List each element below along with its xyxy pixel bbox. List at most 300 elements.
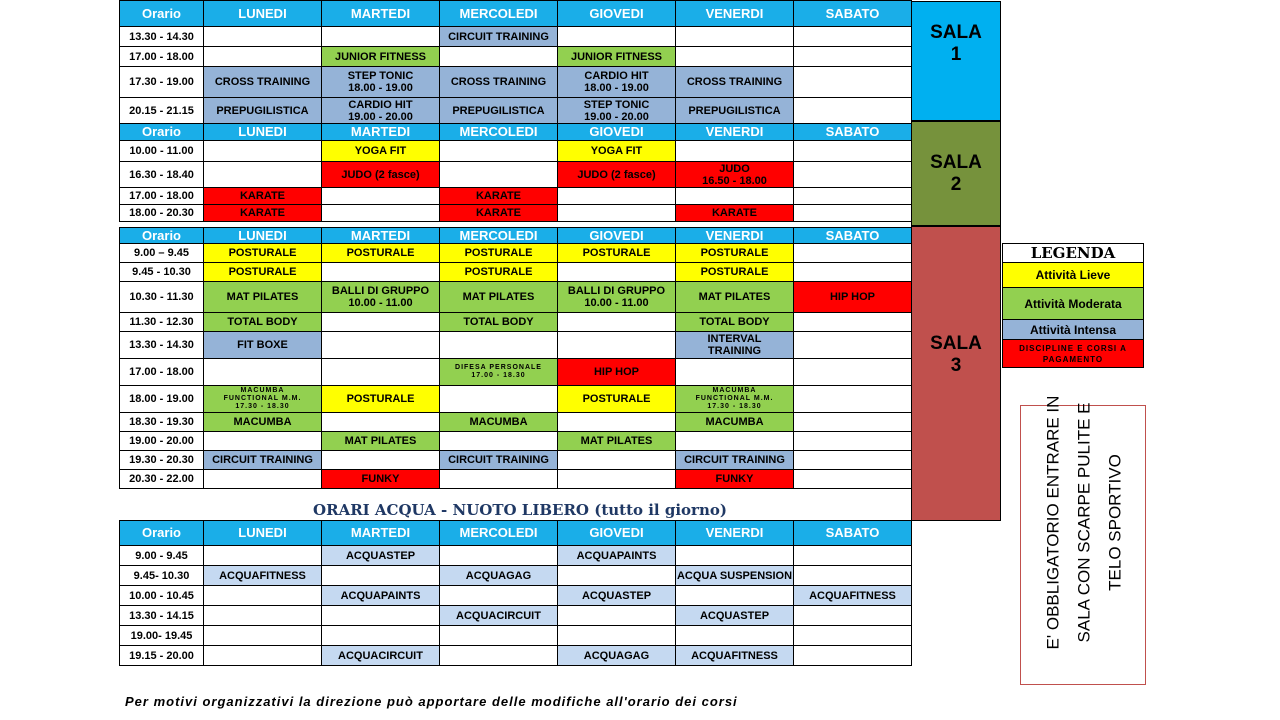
- schedule-row: [120, 566, 912, 586]
- sala3-header-row: [120, 228, 912, 244]
- sala2-header-row: [120, 124, 912, 141]
- schedule-row: [120, 162, 912, 188]
- schedule-row: [120, 67, 912, 98]
- activity-cell: [676, 244, 794, 263]
- header-day: MERCOLEDI: [440, 1, 558, 27]
- header-day: MARTEDI: [322, 228, 440, 244]
- activity-cell: [558, 646, 676, 666]
- header-day: MARTEDI: [322, 1, 440, 27]
- activity-cell: [558, 282, 676, 313]
- activity-cell: [440, 546, 558, 566]
- activity-text: ACQUAPAINTS: [576, 549, 657, 562]
- header-day: GIOVEDI: [558, 124, 676, 141]
- activity-text: 19.00 - 20.00: [584, 110, 649, 123]
- time-slot: 17.30 - 19.00: [120, 67, 204, 98]
- activity-text: BALLI DI GRUPPO: [331, 285, 430, 297]
- activity-cell: [440, 141, 558, 162]
- activity-cell: [322, 188, 440, 205]
- activity-cell: [676, 282, 794, 313]
- activity-cell: [322, 359, 440, 386]
- activity-cell: [794, 244, 912, 263]
- time-slot: 19.15 - 20.00: [120, 646, 204, 666]
- activity-cell: [204, 98, 322, 124]
- activity-text: POSTURALE: [464, 266, 533, 278]
- activity-text: ACQUACIRCUIT: [456, 609, 541, 622]
- activity-text: TOTAL BODY: [227, 316, 298, 328]
- activity-cell: [676, 413, 794, 432]
- schedule-row: [120, 470, 912, 489]
- activity-text: JUDO (2 fasce): [577, 168, 656, 181]
- activity-text: 10.00 - 11.00: [584, 297, 649, 309]
- sala2-label-block: [911, 121, 1001, 226]
- activity-cell: [204, 606, 322, 626]
- sala3-label-block: [911, 226, 1001, 521]
- activity-cell: [794, 626, 912, 646]
- sala1-label-block: [911, 1, 1001, 121]
- activity-cell: [558, 386, 676, 413]
- activity-text: POSTURALE: [700, 247, 769, 259]
- activity-text: 18.00 - 19.00: [584, 82, 649, 94]
- legend-item-paid: DISCIPLINE E CORSI A PAGAMENTO: [1003, 340, 1144, 368]
- activity-cell: [676, 546, 794, 566]
- time-slot: 20.15 - 21.15: [120, 98, 204, 124]
- activity-cell: [440, 98, 558, 124]
- activity-text: FIT BOXE: [237, 339, 288, 351]
- activity-cell: [558, 470, 676, 489]
- activity-text: MACUMBA: [240, 387, 285, 394]
- schedule-row: [120, 47, 912, 67]
- schedule-row: [120, 432, 912, 451]
- notice-box: [1020, 395, 1146, 685]
- header-time: Orario: [120, 124, 204, 141]
- legend-item-light: Attività Lieve: [1003, 263, 1144, 288]
- activity-text: CIRCUIT TRAINING: [448, 454, 549, 466]
- activity-text: ACQUASTEP: [699, 609, 770, 622]
- header-day: GIOVEDI: [558, 521, 676, 546]
- activity-cell: [794, 162, 912, 188]
- schedule-row: [120, 188, 912, 205]
- time-slot: 10.00 - 11.00: [120, 141, 204, 162]
- legend-title: LEGENDA: [1003, 244, 1144, 263]
- activity-cell: [676, 386, 794, 413]
- header-day: MARTEDI: [322, 521, 440, 546]
- sala1-header-row: [120, 1, 912, 27]
- activity-text: FUNCTIONAL M.M.: [695, 395, 774, 402]
- activity-cell: [440, 162, 558, 188]
- activity-text: ACQUASTEP: [581, 589, 652, 602]
- activity-text: STEP TONIC: [347, 70, 414, 82]
- footer-disclaimer: Per motivi organizzativi la direzione può apportare delle modifiche all'orario dei corsi: [125, 694, 738, 709]
- activity-cell: [204, 413, 322, 432]
- activity-cell: [676, 646, 794, 666]
- legend-item-moderate: Attività Moderata: [1003, 288, 1144, 320]
- activity-text: FUNCTIONAL M.M.: [223, 395, 302, 402]
- schedule-row: [120, 244, 912, 263]
- activity-cell: [322, 67, 440, 98]
- activity-text: MAT PILATES: [344, 435, 417, 447]
- header-day: MERCOLEDI: [440, 124, 558, 141]
- schedule-row: [120, 451, 912, 470]
- activity-cell: [440, 626, 558, 646]
- activity-text: 17.30 - 18.30: [235, 403, 290, 410]
- header-day: LUNEDI: [204, 521, 322, 546]
- time-slot: 9.45 - 10.30: [120, 263, 204, 282]
- activity-cell: [440, 282, 558, 313]
- activity-cell: [676, 332, 794, 359]
- activity-text: MAT PILATES: [698, 291, 771, 303]
- activity-text: POSTURALE: [700, 266, 769, 278]
- activity-cell: [440, 451, 558, 470]
- activity-text: HIP HOP: [829, 291, 876, 303]
- sala1-number: 1: [950, 44, 962, 65]
- schedule-row: [120, 98, 912, 124]
- activity-cell: [204, 359, 322, 386]
- time-slot: 17.00 - 18.00: [120, 188, 204, 205]
- activity-cell: [676, 47, 794, 67]
- activity-text: PREPUGILISTICA: [452, 104, 545, 117]
- activity-cell: [204, 451, 322, 470]
- activity-cell: [558, 626, 676, 646]
- activity-cell: [322, 626, 440, 646]
- activity-text: HIP HOP: [593, 366, 640, 378]
- activity-text: ACQUAFITNESS: [691, 649, 778, 662]
- sala3-label: SALA: [930, 333, 982, 354]
- activity-cell: [558, 141, 676, 162]
- activity-cell: [204, 27, 322, 47]
- activity-text: DIFESA PERSONALE: [455, 364, 542, 371]
- activity-cell: [322, 606, 440, 626]
- activity-cell: [322, 98, 440, 124]
- activity-cell: [558, 359, 676, 386]
- activity-text: FUNKY: [361, 473, 400, 485]
- activity-text: POSTURALE: [346, 393, 415, 405]
- activity-cell: [440, 313, 558, 332]
- time-slot: 18.00 - 19.00: [120, 386, 204, 413]
- activity-cell: [440, 263, 558, 282]
- activity-cell: [322, 546, 440, 566]
- activity-text: MAT PILATES: [226, 291, 299, 303]
- activity-cell: [322, 27, 440, 47]
- time-slot: 19.30 - 20.30: [120, 451, 204, 470]
- activity-cell: [558, 451, 676, 470]
- sala3-number: 3: [950, 355, 962, 376]
- activity-cell: [204, 566, 322, 586]
- activity-cell: [794, 98, 912, 124]
- activity-cell: [558, 566, 676, 586]
- activity-text: 17.30 - 18.30: [707, 403, 762, 410]
- aqua-schedule-table: [119, 520, 912, 666]
- time-slot: 20.30 - 22.00: [120, 470, 204, 489]
- activity-text: KARATE: [239, 190, 285, 202]
- activity-cell: [204, 205, 322, 222]
- activity-cell: [204, 244, 322, 263]
- activity-text: 19.00 - 20.00: [348, 110, 413, 123]
- activity-cell: [558, 47, 676, 67]
- sala2-number: 2: [950, 174, 962, 195]
- activity-cell: [794, 282, 912, 313]
- activity-cell: [322, 451, 440, 470]
- activity-cell: [558, 586, 676, 606]
- activity-cell: [676, 67, 794, 98]
- time-slot: 10.30 - 11.30: [120, 282, 204, 313]
- activity-cell: [794, 470, 912, 489]
- activity-text: ACQUA SUSPENSION: [676, 569, 793, 582]
- activity-cell: [794, 263, 912, 282]
- activity-cell: [204, 626, 322, 646]
- activity-cell: [440, 646, 558, 666]
- activity-cell: [676, 470, 794, 489]
- activity-text: ACQUAFITNESS: [219, 569, 306, 582]
- activity-text: MAT PILATES: [580, 435, 653, 447]
- activity-cell: [676, 188, 794, 205]
- activity-cell: [558, 432, 676, 451]
- activity-text: JUNIOR FITNESS: [570, 50, 663, 63]
- activity-text: ACQUAGAG: [465, 569, 532, 582]
- activity-text: PREPUGILISTICA: [688, 104, 781, 117]
- activity-cell: [794, 27, 912, 47]
- activity-text: BALLI DI GRUPPO: [567, 285, 666, 297]
- activity-cell: [676, 586, 794, 606]
- activity-text: KARATE: [475, 207, 521, 219]
- activity-text: TOTAL BODY: [699, 316, 770, 328]
- time-slot: 13.30 - 14.30: [120, 27, 204, 47]
- header-day: MERCOLEDI: [440, 521, 558, 546]
- activity-cell: [322, 244, 440, 263]
- activity-cell: [440, 332, 558, 359]
- time-slot: 10.00 - 10.45: [120, 586, 204, 606]
- activity-cell: [440, 27, 558, 47]
- activity-text: TOTAL BODY: [463, 316, 534, 328]
- activity-cell: [794, 451, 912, 470]
- activity-cell: [676, 27, 794, 47]
- time-slot: 13.30 - 14.30: [120, 332, 204, 359]
- header-day: MARTEDI: [322, 124, 440, 141]
- activity-cell: [204, 332, 322, 359]
- activity-cell: [794, 313, 912, 332]
- activity-cell: [322, 141, 440, 162]
- activity-cell: [322, 432, 440, 451]
- activity-cell: [322, 566, 440, 586]
- activity-cell: [440, 566, 558, 586]
- activity-text: ACQUAGAG: [583, 649, 650, 662]
- activity-cell: [794, 332, 912, 359]
- activity-cell: [558, 244, 676, 263]
- header-day: VENERDI: [676, 1, 794, 27]
- aqua-header-row: [120, 521, 912, 546]
- activity-cell: [558, 263, 676, 282]
- header-time: Orario: [120, 521, 204, 546]
- activity-text: CROSS TRAINING: [450, 76, 547, 88]
- activity-cell: [558, 332, 676, 359]
- activity-text: 17.00 - 18.30: [471, 372, 526, 379]
- activity-text: ACQUAFITNESS: [809, 589, 896, 602]
- activity-text: CARDIO HIT: [348, 98, 413, 111]
- activity-text: MACUMBA: [233, 416, 292, 428]
- activity-text: MACUMBA: [469, 416, 528, 428]
- activity-cell: [676, 432, 794, 451]
- activity-text: KARATE: [475, 190, 521, 202]
- activity-text: JUDO (2 fasce): [341, 168, 420, 181]
- schedule-row: [120, 205, 912, 222]
- activity-text: CROSS TRAINING: [686, 76, 783, 88]
- activity-cell: [204, 282, 322, 313]
- activity-cell: [676, 205, 794, 222]
- sala1-label: SALA: [930, 22, 982, 43]
- activity-cell: [558, 546, 676, 566]
- sala1-schedule-table: [119, 0, 912, 124]
- activity-cell: [322, 205, 440, 222]
- activity-cell: [204, 313, 322, 332]
- activity-text: POSTURALE: [228, 247, 297, 259]
- schedule-row: [120, 626, 912, 646]
- activity-cell: [794, 359, 912, 386]
- activity-cell: [440, 586, 558, 606]
- activity-cell: [204, 162, 322, 188]
- schedule-row: [120, 332, 912, 359]
- activity-cell: [440, 606, 558, 626]
- activity-cell: [322, 646, 440, 666]
- activity-text: JUDO: [719, 162, 750, 175]
- activity-text: POSTURALE: [582, 247, 651, 259]
- schedule-row: [120, 586, 912, 606]
- sala2-label: SALA: [930, 152, 982, 173]
- header-time: Orario: [120, 228, 204, 244]
- aqua-section-title: ORARI ACQUA - NUOTO LIBERO (tutto il giorno): [313, 501, 727, 519]
- time-slot: 13.30 - 14.15: [120, 606, 204, 626]
- activity-cell: [676, 626, 794, 646]
- activity-cell: [204, 263, 322, 282]
- time-slot: 19.00 - 20.00: [120, 432, 204, 451]
- time-slot: 19.00- 19.45: [120, 626, 204, 646]
- activity-text: MACUMBA: [705, 416, 764, 428]
- activity-cell: [794, 432, 912, 451]
- sala3-schedule-table: [119, 227, 912, 489]
- activity-cell: [204, 432, 322, 451]
- activity-cell: [794, 566, 912, 586]
- schedule-row: [120, 359, 912, 386]
- schedule-row: [120, 546, 912, 566]
- schedule-row: [120, 313, 912, 332]
- schedule-row: [120, 27, 912, 47]
- schedule-row: [120, 263, 912, 282]
- activity-cell: [322, 282, 440, 313]
- activity-cell: [204, 646, 322, 666]
- activity-text: ACQUACIRCUIT: [338, 649, 423, 662]
- activity-cell: [322, 332, 440, 359]
- activity-cell: [676, 451, 794, 470]
- activity-text: JUNIOR FITNESS: [334, 50, 427, 63]
- activity-cell: [558, 98, 676, 124]
- activity-cell: [676, 141, 794, 162]
- legend-item-intense: Attività Intensa: [1003, 320, 1144, 340]
- time-slot: 17.00 - 18.00: [120, 47, 204, 67]
- time-slot: 18.30 - 19.30: [120, 413, 204, 432]
- activity-cell: [204, 546, 322, 566]
- activity-cell: [204, 47, 322, 67]
- activity-text: TRAINING: [707, 345, 762, 357]
- activity-cell: [676, 566, 794, 586]
- activity-text: 16.50 - 18.00: [702, 174, 767, 187]
- activity-cell: [794, 141, 912, 162]
- activity-cell: [440, 205, 558, 222]
- activity-cell: [322, 162, 440, 188]
- activity-cell: [440, 386, 558, 413]
- activity-cell: [558, 313, 676, 332]
- activity-text: PREPUGILISTICA: [216, 104, 309, 117]
- activity-cell: [440, 47, 558, 67]
- activity-cell: [794, 47, 912, 67]
- activity-cell: [322, 47, 440, 67]
- activity-text: CARDIO HIT: [584, 70, 649, 82]
- activity-cell: [440, 359, 558, 386]
- activity-cell: [204, 386, 322, 413]
- activity-cell: [322, 263, 440, 282]
- activity-cell: [794, 586, 912, 606]
- activity-text: POSTURALE: [464, 247, 533, 259]
- activity-cell: [558, 606, 676, 626]
- activity-cell: [322, 470, 440, 489]
- activity-cell: [558, 413, 676, 432]
- header-day: GIOVEDI: [558, 1, 676, 27]
- activity-cell: [794, 205, 912, 222]
- activity-cell: [204, 470, 322, 489]
- header-day: LUNEDI: [204, 1, 322, 27]
- activity-text: 18.00 - 19.00: [348, 82, 413, 94]
- activity-cell: [676, 606, 794, 626]
- activity-cell: [558, 205, 676, 222]
- activity-cell: [794, 606, 912, 626]
- time-slot: 11.30 - 12.30: [120, 313, 204, 332]
- header-day: SABATO: [794, 521, 912, 546]
- activity-text: YOGA FIT: [354, 145, 407, 157]
- activity-text: INTERVAL: [707, 333, 762, 345]
- activity-cell: [322, 386, 440, 413]
- activity-cell: [794, 386, 912, 413]
- activity-cell: [440, 188, 558, 205]
- activity-cell: [322, 586, 440, 606]
- activity-cell: [676, 162, 794, 188]
- header-day: LUNEDI: [204, 228, 322, 244]
- sala2-schedule-table: [119, 123, 912, 222]
- activity-cell: [558, 188, 676, 205]
- schedule-row: [120, 646, 912, 666]
- time-slot: 17.00 - 18.00: [120, 359, 204, 386]
- activity-text: MACUMBA: [712, 387, 757, 394]
- activity-cell: [204, 188, 322, 205]
- activity-text: POSTURALE: [582, 393, 651, 405]
- activity-cell: [322, 413, 440, 432]
- header-day: SABATO: [794, 124, 912, 141]
- header-day: GIOVEDI: [558, 228, 676, 244]
- activity-cell: [440, 432, 558, 451]
- header-day: VENERDI: [676, 124, 794, 141]
- header-day: SABATO: [794, 1, 912, 27]
- activity-cell: [794, 546, 912, 566]
- header-day: VENERDI: [676, 228, 794, 244]
- notice-text: E' OBBLIGATORIO ENTRARE IN SALA CON SCARPE PULITE E TELO SPORTIVO: [1043, 395, 1125, 650]
- activity-cell: [794, 67, 912, 98]
- schedule-row: [120, 413, 912, 432]
- header-time: Orario: [120, 1, 204, 27]
- time-slot: 18.00 - 20.30: [120, 205, 204, 222]
- activity-text: YOGA FIT: [590, 145, 643, 157]
- header-day: VENERDI: [676, 521, 794, 546]
- activity-text: 10.00 - 11.00: [348, 297, 413, 309]
- schedule-row: [120, 386, 912, 413]
- activity-cell: [440, 67, 558, 98]
- activity-text: ACQUASTEP: [345, 549, 416, 562]
- schedule-row: [120, 141, 912, 162]
